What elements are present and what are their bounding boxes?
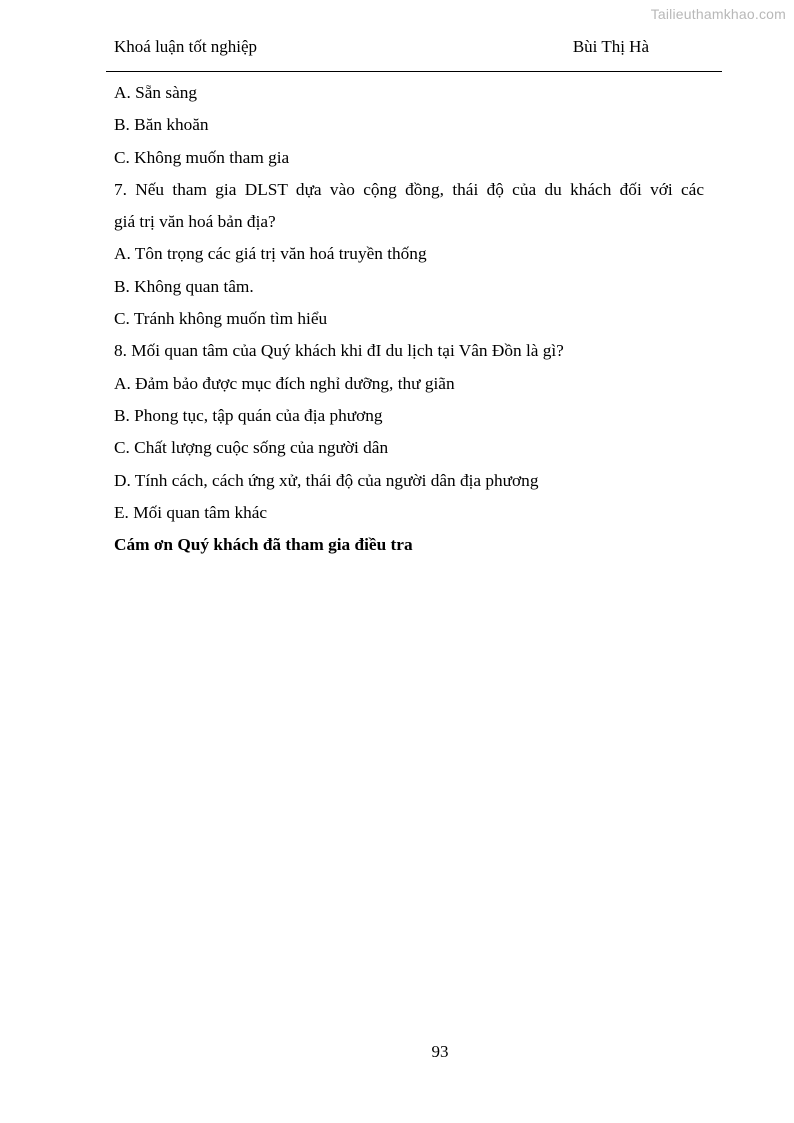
site-watermark: Tailieuthamkhao.com xyxy=(650,6,786,22)
question-7-text-line-2: giá trị văn hoá bản địa? xyxy=(114,212,276,232)
page-number: 93 xyxy=(431,1042,449,1061)
survey-content xyxy=(114,79,704,563)
header-author: Bùi Thị Hà xyxy=(572,37,649,56)
question-8-option-c: C. Chất lượng cuộc sống của người dân xyxy=(114,438,389,458)
question-8-option-d: D. Tính cách, cách ứng xử, thái độ của người dân địa phương xyxy=(114,470,539,490)
question-8-text: 8. Mối quan tâm của Quý khách khi đI du lịch tại Vân Đồn là gì? xyxy=(114,341,564,361)
question-6-option-c: C. Không muốn tham gia xyxy=(114,147,290,167)
page-header xyxy=(114,37,649,61)
question-7-option-b: B. Không quan tâm. xyxy=(114,276,254,296)
question-7-option-c: C. Tránh không muốn tìm hiểu xyxy=(114,309,328,329)
question-6-option-b: B. Băn khoăn xyxy=(114,115,209,135)
question-8-option-b: B. Phong tục, tập quán của địa phương xyxy=(114,405,383,425)
question-7-text-line-1: 7. Nếu tham gia DLST dựa vào cộng đồng, thái độ của du khách đối với các xyxy=(114,179,704,199)
header-title: Khoá luận tốt nghiệp xyxy=(114,37,258,56)
question-7-option-a: A. Tôn trọng các giá trị văn hoá truyền thống xyxy=(114,244,427,264)
closing-thanks: Cám ơn Quý khách đã tham gia điều tra xyxy=(114,535,413,555)
header-divider xyxy=(106,71,722,72)
question-8-option-e: E. Mối quan tâm khác xyxy=(114,502,268,522)
question-8-option-a: A. Đảm bảo được mục đích nghỉ dưỡng, thư giãn xyxy=(114,373,455,393)
question-6-option-a: A. Sẵn sàng xyxy=(114,83,198,102)
